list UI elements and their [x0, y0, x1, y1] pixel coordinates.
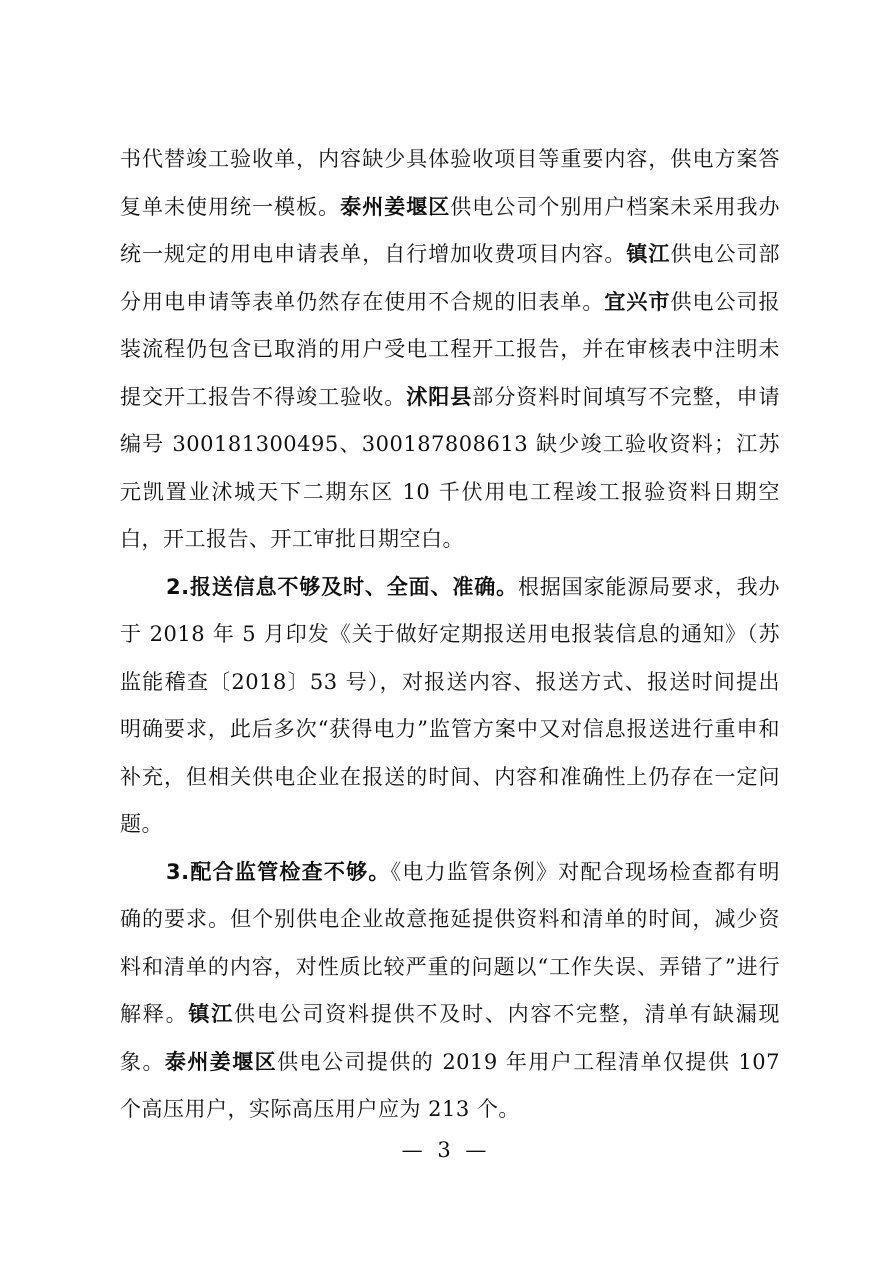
org-name-shuyang: 沭阳县 [406, 384, 473, 409]
section-heading-3: 3.配合监管检查不够。 [166, 859, 391, 884]
document-body [120, 136, 780, 1134]
paragraph-1 [120, 136, 780, 564]
org-name-taizhou-jiangyan-2: 泰州姜堰区 [164, 1049, 278, 1074]
paragraph-3 [120, 849, 780, 1134]
paragraph-3-text-3: 供电公司提供的 2019 年用户工程清单仅提供 107 个高压用户，实际高压用户应为 213 个。 [120, 1049, 781, 1121]
paragraph-2 [120, 564, 780, 849]
paragraph-1-text-3: 供电公司部分用电申请等表单仍然存在使用不合规的旧表单。 [120, 242, 781, 314]
org-name-zhenjiang: 镇江 [626, 242, 671, 266]
paragraph-3-text-2: 供电公司资料提供不及时、内容不完整，清单有缺漏现象。 [120, 1002, 781, 1074]
org-name-zhenjiang-2: 镇江 [188, 1002, 235, 1026]
org-name-taizhou-jiangyan: 泰州姜堰区 [340, 194, 451, 219]
paragraph-1-text-1: 书代替竣工验收单，内容缺少具体验收项目等重要内容，供电方案答复单未使用统一模板。 [120, 147, 780, 219]
org-name-yixing: 宜兴市 [604, 289, 671, 314]
paragraph-3-text-1: 《电力监管条例》对配合现场检查都有明确的要求。但个别供电企业故意拖延提供资料和清单的时间，减少资料和清单的内容，对性质比较严重的问题以“工作失误、弄错了”进行解释。 [120, 859, 781, 1026]
section-heading-2: 2.报送信息不够及时、全面、准确。 [166, 574, 518, 599]
paragraph-1-text-2: 供电公司个别用户档案未采用我办统一规定的用电申请表单，自行增加收费项目内容。 [120, 194, 781, 266]
page-number: — 3 — [401, 1138, 491, 1162]
paragraph-1-text-5: 部分资料时间填写不完整，申请编号 300181300495、300187808613 缺少竣工验收资料；江苏元凯置业沭城天下二期东区 10 千伏用电工程竣工报验资料日期空白，开工报告、开工审批日期空白。 [120, 384, 781, 551]
paragraph-2-text: 根据国家能源局要求，我办于 2018 年 5 月印发《关于做好定期报送用电报装信息的通知》（苏监能稽查〔2018〕53 号），对报送内容、报送方式、报送时间提出明确要求，此后多次“获得电力”监管方案中又对信息报送进行重申和补充，但相关供电企业在报送的时间、内容和准确性上仍存在一定问题。 [120, 574, 781, 836]
paragraph-1-text-4: 供电公司报装流程仍包含已取消的用户受电工程开工报告，并在审核表中注明未提交开工报告不得竣工验收。 [120, 289, 781, 409]
